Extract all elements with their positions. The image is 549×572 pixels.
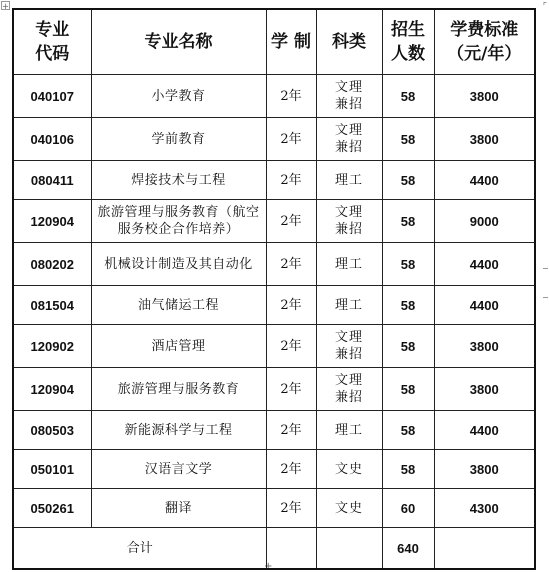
cell-code: 040107 xyxy=(13,75,91,118)
cell-code: 040106 xyxy=(13,118,91,161)
total-empty-category xyxy=(316,528,382,570)
cell-tuition: 4400 xyxy=(434,286,535,325)
header-tuition-line2: （元/年） xyxy=(447,44,522,64)
header-tuition xyxy=(434,9,535,75)
header-category: 科类 xyxy=(316,9,382,75)
cell-category-line2: 兼招 xyxy=(334,390,363,405)
cell-duration: 2年 xyxy=(266,161,316,200)
cell-name: 小学教育 xyxy=(91,75,266,118)
cell-duration: 2年 xyxy=(266,368,316,411)
cell-category xyxy=(316,200,382,243)
cell-quota: 58 xyxy=(382,286,434,325)
total-label: 合计 xyxy=(13,528,266,570)
cell-category-line1: 理工 xyxy=(334,172,363,188)
total-empty-duration xyxy=(266,528,316,570)
cell-duration: 2年 xyxy=(266,200,316,243)
cell-duration: 2年 xyxy=(266,325,316,368)
header-row xyxy=(13,9,535,75)
header-tuition-line1: 学费标准 xyxy=(450,20,519,40)
table-row xyxy=(13,286,535,325)
cell-name: 旅游管理与服务教育 xyxy=(91,368,266,411)
row-insert-icon[interactable]: + xyxy=(264,561,273,572)
cell-category-line2: 兼招 xyxy=(334,222,363,237)
cell-quota: 58 xyxy=(382,161,434,200)
header-name: 专业名称 xyxy=(91,9,266,75)
cell-category xyxy=(316,118,382,161)
total-empty-tuition xyxy=(434,528,535,570)
table-move-handle[interactable]: + xyxy=(2,2,9,11)
cell-duration: 2年 xyxy=(266,118,316,161)
total-row xyxy=(13,528,535,570)
cell-tuition: 3800 xyxy=(434,368,535,411)
cell-duration: 2年 xyxy=(266,286,316,325)
cell-tuition: 3800 xyxy=(434,118,535,161)
cell-name: 新能源科学与工程 xyxy=(91,411,266,450)
cell-name: 学前教育 xyxy=(91,118,266,161)
table-row xyxy=(13,325,535,368)
cell-category-line1: 文理 xyxy=(334,330,363,345)
header-code-line2: 代码 xyxy=(35,44,70,64)
cell-code: 080411 xyxy=(13,161,91,200)
cell-name: 酒店管理 xyxy=(91,325,266,368)
cell-code: 050261 xyxy=(13,489,91,528)
cell-quota: 58 xyxy=(382,368,434,411)
cell-tuition: 4400 xyxy=(434,161,535,200)
cell-code: 120904 xyxy=(13,368,91,411)
cell-name: 油气储运工程 xyxy=(91,286,266,325)
cell-category-line1: 文理 xyxy=(334,80,363,95)
cell-category-line1: 理工 xyxy=(334,297,363,313)
cell-name: 旅游管理与服务教育（航空服务校企合作培养） xyxy=(91,200,266,243)
cell-category xyxy=(316,286,382,325)
cell-quota: 58 xyxy=(382,411,434,450)
header-code xyxy=(13,9,91,75)
header-quota-line1: 招生 xyxy=(391,20,425,40)
column-resize-handle[interactable] xyxy=(543,268,548,298)
cell-name: 翻译 xyxy=(91,489,266,528)
cell-tuition: 9000 xyxy=(434,200,535,243)
cell-quota: 60 xyxy=(382,489,434,528)
cell-duration: 2年 xyxy=(266,243,316,286)
cell-quota: 58 xyxy=(382,450,434,489)
cell-name: 汉语言文学 xyxy=(91,450,266,489)
table-row xyxy=(13,75,535,118)
table-row xyxy=(13,118,535,161)
cell-duration: 2年 xyxy=(266,411,316,450)
cell-category xyxy=(316,161,382,200)
cell-name: 机械设计制造及其自动化 xyxy=(91,243,266,286)
cell-category-line1: 理工 xyxy=(334,422,363,438)
cell-category-line1: 理工 xyxy=(334,256,363,272)
cell-code: 050101 xyxy=(13,450,91,489)
cell-tuition: 3800 xyxy=(434,75,535,118)
cell-quota: 58 xyxy=(382,325,434,368)
cell-category xyxy=(316,368,382,411)
cell-category xyxy=(316,243,382,286)
table-row xyxy=(13,161,535,200)
cell-quota: 58 xyxy=(382,118,434,161)
cell-category xyxy=(316,411,382,450)
cell-tuition: 3800 xyxy=(434,450,535,489)
header-quota-line2: 人数 xyxy=(391,44,425,64)
cell-quota: 58 xyxy=(382,200,434,243)
table-row xyxy=(13,450,535,489)
cell-category-line2: 兼招 xyxy=(334,347,363,362)
total-quota: 640 xyxy=(382,528,434,570)
table-row xyxy=(13,200,535,243)
cell-quota: 58 xyxy=(382,75,434,118)
cell-duration: 2年 xyxy=(266,75,316,118)
cell-code: 120902 xyxy=(13,325,91,368)
cell-tuition: 3800 xyxy=(434,325,535,368)
cell-code: 080202 xyxy=(13,243,91,286)
cell-quota: 58 xyxy=(382,243,434,286)
header-duration: 学 制 xyxy=(266,9,316,75)
header-code-line1: 专业 xyxy=(35,20,70,40)
cell-code: 081504 xyxy=(13,286,91,325)
cell-category-line2: 兼招 xyxy=(334,140,363,155)
table-row xyxy=(13,411,535,450)
header-quota xyxy=(382,9,434,75)
cell-category-line1: 文理 xyxy=(334,373,363,388)
cell-category-line1: 文史 xyxy=(334,500,363,516)
enrollment-table xyxy=(12,8,536,570)
cell-tuition: 4400 xyxy=(434,411,535,450)
cell-tuition: 4300 xyxy=(434,489,535,528)
cell-category xyxy=(316,75,382,118)
cell-category-line1: 文理 xyxy=(334,205,363,220)
cell-tuition: 4400 xyxy=(434,243,535,286)
cell-name: 焊接技术与工程 xyxy=(91,161,266,200)
cell-category xyxy=(316,489,382,528)
table-row xyxy=(13,489,535,528)
cell-duration: 2年 xyxy=(266,489,316,528)
cell-category-line1: 文史 xyxy=(334,461,363,477)
cell-category xyxy=(316,450,382,489)
cell-duration: 2年 xyxy=(266,450,316,489)
cell-category xyxy=(316,325,382,368)
cell-code: 080503 xyxy=(13,411,91,450)
table-row xyxy=(13,243,535,286)
cell-category-line2: 兼招 xyxy=(334,97,363,112)
table-row xyxy=(13,368,535,411)
corner-mark-icon: ⌜ xyxy=(542,2,547,12)
cell-code: 120904 xyxy=(13,200,91,243)
cell-category-line1: 文理 xyxy=(334,123,363,138)
